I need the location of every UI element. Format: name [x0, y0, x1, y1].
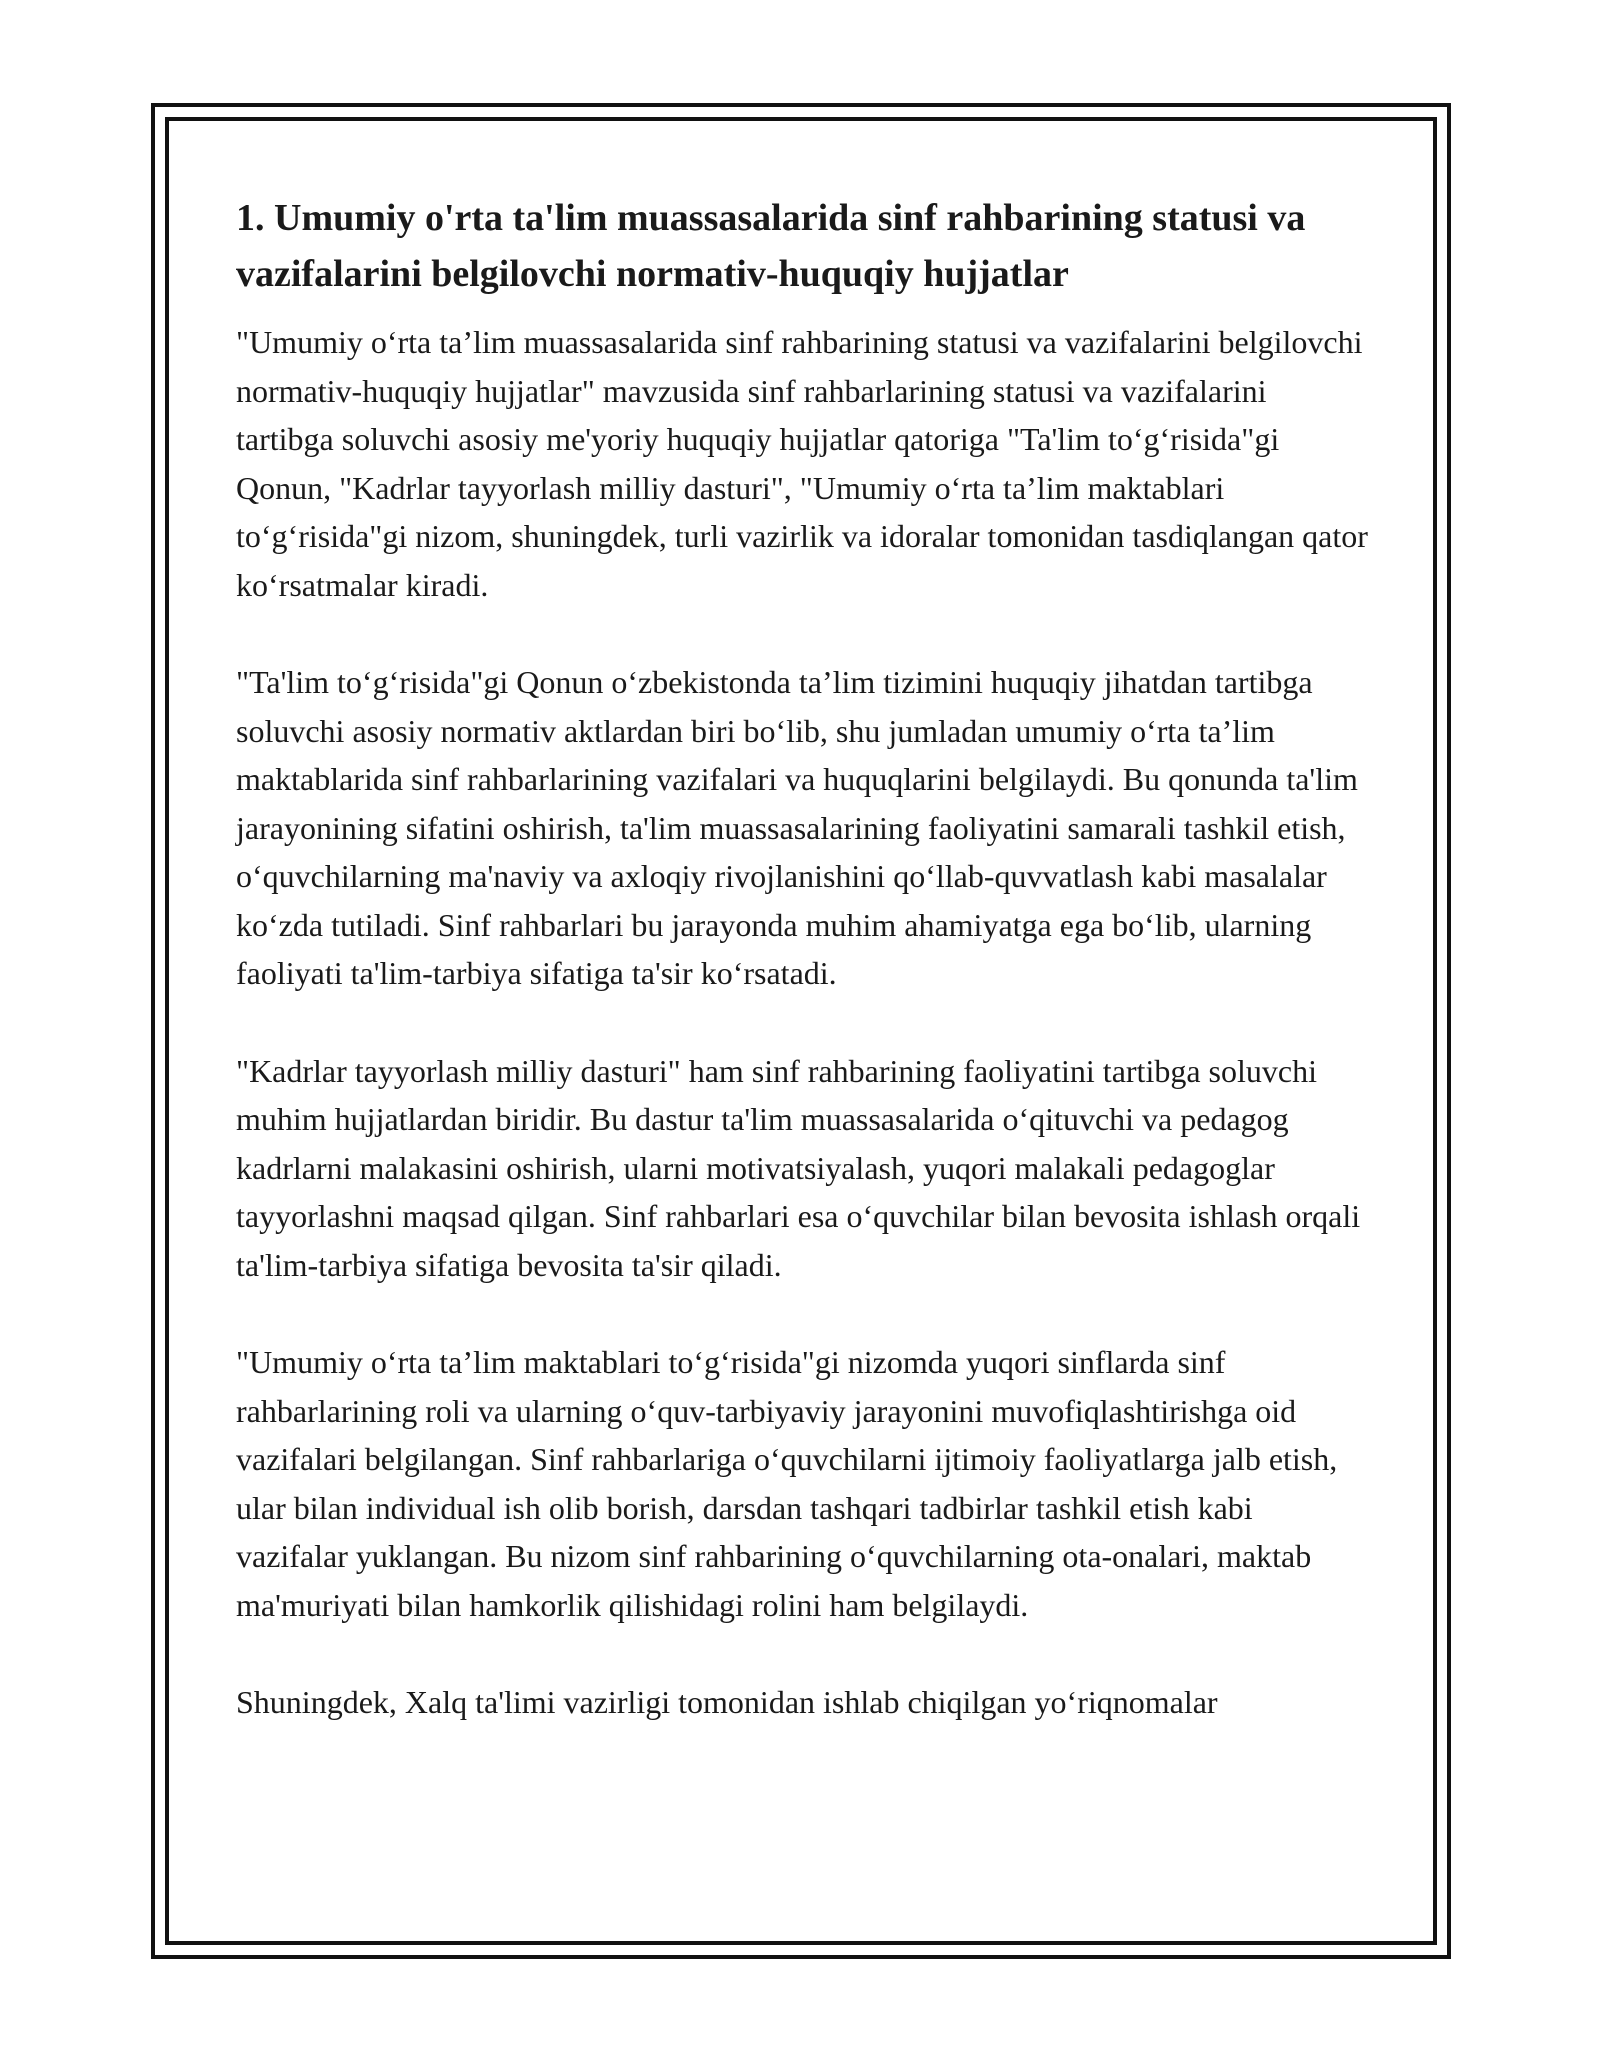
paragraph: "Ta'lim to‘g‘risida"gi Qonun o‘zbekistonda ta’lim tizimini huquqiy jihatdan tartibga soluvchi asosiy normativ aktlardan biri bo‘lib, shu jumladan umumiy o‘rta ta’lim maktablarida sinf rahbarlarining vazifalari va huquqlarini belgilaydi. Bu qonunda ta'lim jarayonining sifatini oshirish, ta'lim muassasalarining faoliyatini samarali tashkil etish, o‘quvchilarning ma'naviy va axloqiy rivojlanishini qo‘llab-quvvatlash kabi masalalar ko‘zda tutiladi. Sinf rahbarlari bu jarayonda muhim ahamiyatga ega bo‘lib, ularning faoliyati ta'lim-tarbiya sifatiga ta'sir ko‘rsatadi. — [236, 664, 1358, 991]
paragraph: "Umumiy o‘rta ta’lim muassasalarida sinf rahbarining statusi va vazifalarini belgilovchi normativ-huquqiy hujjatlar" mavzusida sinf rahbarlarining statusi va vazifalarini tartibga soluvchi asosiy me'yoriy huquqiy hujjatlar qatoriga "Ta'lim to‘g‘risida"gi Qonun, "Kadrlar tayyorlash milliy dasturi", "Umumiy o‘rta ta’lim maktablari to‘g‘risida"gi nizom, shuningdek, turli vazirlik va idoralar tomonidan tasdiqlangan qator ko‘rsatmalar kiradi. — [236, 324, 1368, 603]
paragraph: "Kadrlar tayyorlash milliy dasturi" ham sinf rahbarining faoliyatini tartibga soluvchi muhim hujjatlardan biridir. Bu dastur ta'lim muassasalarida o‘qituvchi va pedagog kadrlarni malakasini oshirish, ularni motivatsiyalash, yuqori malakali pedagoglar tayyorlashni maqsad qilgan. Sinf rahbarlari esa o‘quvchilar bilan bevosita ishlash orqali ta'lim-tarbiya sifatiga bevosita ta'sir qiladi. — [236, 1052, 1361, 1283]
paragraph: Shuningdek, Xalq ta'limi vazirligi tomonidan ishlab chiqilgan yo‘riqnomalar — [236, 1684, 1218, 1720]
section-heading: 1. Umumiy o'rta ta'lim muassasalarida sinf rahbarining statusi va vazifalarini belgilovchi normativ-huquqiy hujjatlar — [236, 197, 1306, 295]
document-body — [236, 190, 1372, 1727]
paragraph: "Umumiy o‘rta ta’lim maktablari to‘g‘risida"gi nizomda yuqori sinflarda sinf rahbarlarining roli va ularning o‘quv-tarbiyaviy jarayonini muvofiqlashtirishga oid vazifalari belgilangan. Sinf rahbarlariga o‘quvchilarni ijtimoiy faoliyatlarga jalb etish, ular bilan individual ish olib borish, darsdan tashqari tadbirlar tashkil etish kabi vazifalar yuklangan. Bu nizom sinf rahbarining o‘quvchilarning ota-onalari, maktab ma'muriyati bilan hamkorlik qilishidagi rolini ham belgilaydi. — [236, 1344, 1338, 1623]
